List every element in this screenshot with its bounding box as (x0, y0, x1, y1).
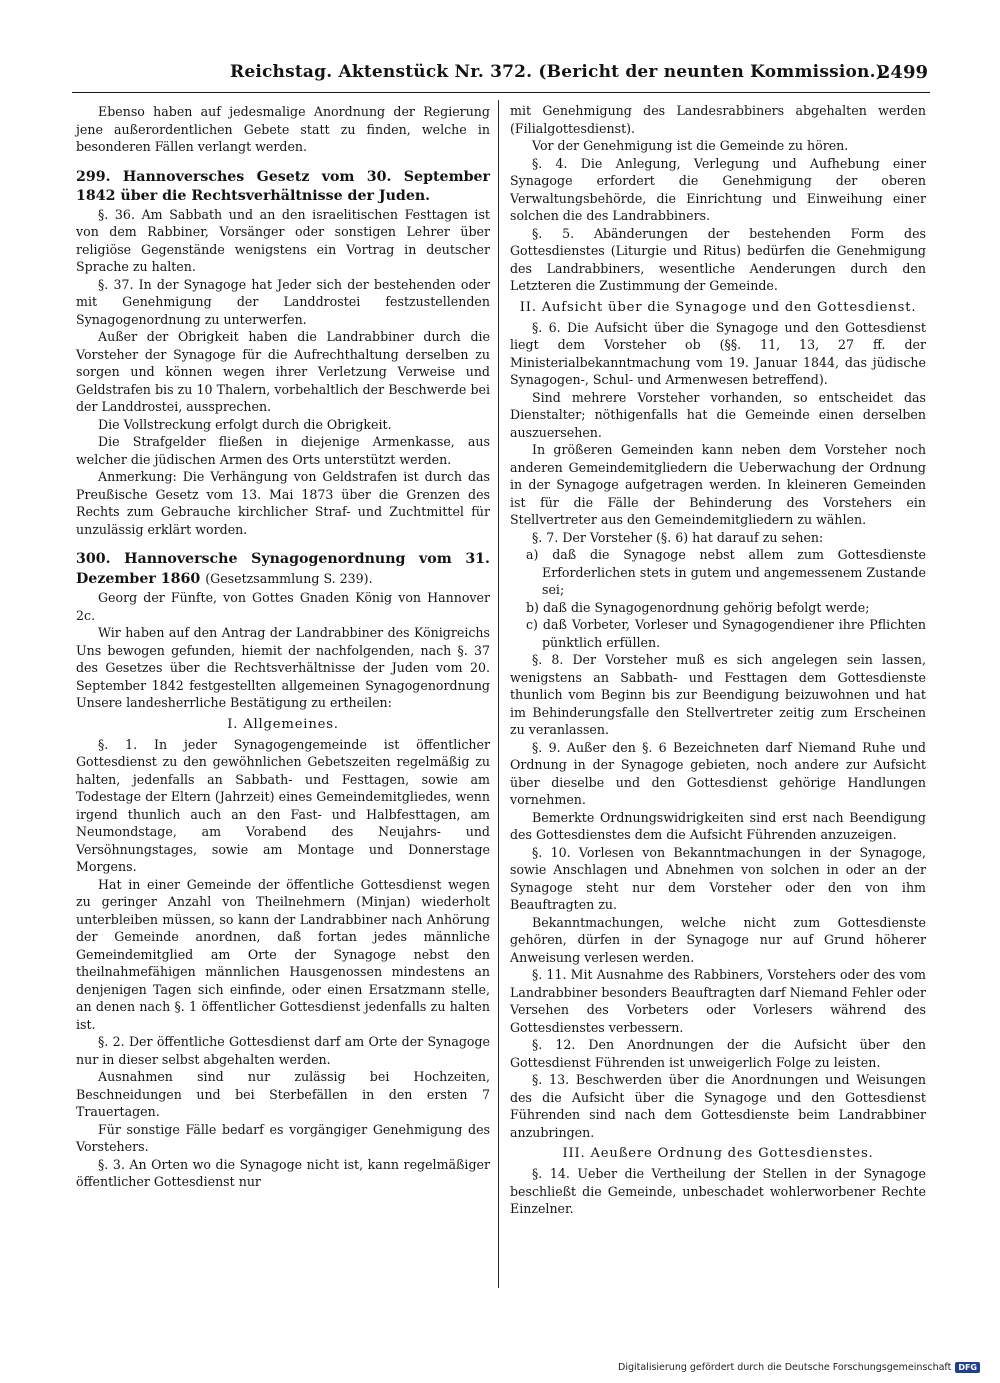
subsection-heading: II. Aufsicht über die Synagoge und den Gottesdienst. (519, 299, 917, 315)
heading-300-source: (Gesetzsammlung S. 239). (205, 571, 373, 586)
paragraph: Anmerkung: Die Verhängung von Geldstrafen ist durch das Preußische Gesetz vom 13. Mai 1873 über die Grenzen des Rechts zum Gebrauche kirchlicher Straf- und Zuchtmittel für unzulässig erklärt worden. (76, 469, 490, 537)
column-divider (498, 100, 499, 1288)
paragraph: §. 36. Am Sabbath und an den israelitischen Festtagen ist von dem Rabbiner, Vorsänger oder sonstigen Lehrer über religiöse Gegenstände wenigstens ein Vortrag in deutscher Sprache zu halten. (76, 206, 490, 274)
paragraph: Bemerkte Ordnungswidrigkeiten sind erst nach Beendigung des Gottesdienstes dem die Aufsicht Führenden anzuzeigen. (510, 809, 926, 842)
paragraph: Sind mehrere Vorsteher vorhanden, so entscheidet das Dienstalter; nöthigenfalls hat die Gemeinde einen derselben auszuersehen. (510, 389, 926, 440)
list-item: a) daß die Synagoge nebst allem zum Gottesdienste Erforderlichen stets in gutem und angemessenem Zustande sei; (526, 547, 926, 597)
paragraph: Die Vollstreckung erfolgt durch die Obrigkeit. (98, 416, 392, 432)
page-header (72, 62, 930, 93)
list-item: c) daß Vorbeter, Vorleser und Synagogendiener ihre Pflichten pünktlich erfüllen. (526, 617, 926, 650)
paragraph: §. 5. Abänderungen der bestehenden Form des Gottesdienstes (Liturgie und Ritus) bedürfen die Genehmigung des Landrabbiners, wesentliche Aenderungen durch den Letzteren die Zustimmung der Gemeinde. (510, 225, 926, 293)
paragraph: §. 3. An Orten wo die Synagoge nicht ist, kann regelmäßiger öffentlicher Gottesdienst nur (76, 1156, 490, 1189)
section-heading-300 (76, 550, 490, 589)
credit-text: Digitalisierung gefördert durch die Deutsche Forschungsgemeinschaft (618, 1362, 952, 1373)
paragraph: Hat in einer Gemeinde der öffentliche Gottesdienst wegen zu geringer Anzahl von Theilnehmern (Minjan) wiederholt unterbleiben müssen, so kann der Landrabbiner nach Anhörung der Gemeinde anordnen, daß fortan jedes männliche Gemeindemitglied am Orte der Synagoge nebst den theilnahmefähigen männlichen Hausgenossen mindestens an denjenigen Tagen sich einfinde, oder einen Ersatzmann stelle, an denen nach §. 1 öffentlicher Gottesdienst jedenfalls zu halten ist. (76, 876, 490, 1032)
paragraph: §. 9. Außer den §. 6 Bezeichneten darf Niemand Ruhe und Ordnung in der Synagoge gebieten, noch andere zur Aufsicht über dieselbe und den Gottesdienst gehörige Handlungen vornehmen. (510, 739, 926, 807)
paragraph: mit Genehmigung des Landesrabbiners abgehalten werden (Filialgottesdienst). (510, 103, 926, 136)
paragraph: Georg der Fünfte, von Gottes Gnaden König von Hannover 2c. (76, 590, 490, 623)
paragraph: Wir haben auf den Antrag der Landrabbiner des Königreichs Uns bewogen gefunden, hiemit der nachfolgenden, nach §. 37 des Gesetzes über die Rechtsverhältnisse der Juden vom 20. September 1842 festgestellten allgemeinen Synagogenordnung Unsere landesherrliche Bestätigung zu ertheilen: (76, 625, 490, 710)
digitization-credit (618, 1362, 980, 1373)
page-number: 2499 (877, 62, 928, 83)
paragraph: Außer der Obrigkeit haben die Landrabbiner durch die Vorsteher der Synagoge für die Aufrechthaltung derselben zu sorgen und können wegen ihrer Verletzung Verweise und Geldstrafen bis zu 10 Thalern, vorbehaltlich der Beschwerde bei der Landdrostei, aussprechen. (76, 329, 490, 414)
paragraph: Vor der Genehmigung ist die Gemeinde zu hören. (532, 138, 849, 153)
subsection-heading: I. Allgemeines. (227, 716, 339, 732)
paragraph: §. 37. In der Synagoge hat Jeder sich der bestehenden oder mit Genehmigung der Landdrostei festzustellenden Synagogenordnung zu unterwerfen. (76, 276, 490, 327)
paragraph: §. 14. Ueber die Vertheilung der Stellen in der Synagoge beschließt die Gemeinde, unbeschadet wohlerworbener Rechte Einzelner. (510, 1166, 926, 1216)
paragraph: §. 1. In jeder Synagogengemeinde ist öffentlicher Gottesdienst zu den gewöhnlichen Gebetszeiten regelmäßig zu halten, jedenfalls an Sabbath- und Festtagen, sowie am Todestage der Eltern (Jahrzeit) eines Gemeindemitgliedes, wenn irgend thunlich auch an den Fast- und Halbfesttagen, am Neumondstage, am Vorabend des Neujahrs- und Versöhnungstages, sowie am Montage und Donnerstage Morgens. (76, 736, 490, 874)
running-title: Reichstag. Aktenstück Nr. 372. (Bericht der neunten Kommission.) (230, 62, 884, 82)
section-heading-299: 299. Hannoversches Gesetz vom 30. September 1842 über die Rechtsverhältnisse der Juden. (76, 168, 490, 204)
paragraph: Die Strafgelder fließen in diejenige Armenkasse, aus welcher die jüdischen Armen des Orts unterstützt werden. (76, 434, 490, 467)
paragraph: §. 8. Der Vorsteher muß es sich angelegen sein lassen, wenigstens an Sabbath- und Festtagen dem Gottesdienste thunlich vom Beginn bis zur Beendigung beizuwohnen und hat im Behinderungsfalle den Stellvertreter zeitig zum Erscheinen zu veranlassen. (510, 652, 926, 737)
paragraph: §. 10. Vorlesen von Bekanntmachungen in der Synagoge, sowie Anschlagen und Abnehmen von solchen in oder an der Synagoge steht nur dem Vorsteher oder den von ihm Beauftragten zu. (510, 844, 926, 912)
left-column (76, 103, 490, 1191)
paragraph: §. 11. Mit Ausnahme des Rabbiners, Vorstehers oder des vom Landrabbiner besonders Beauftragten darf Niemand Fehler oder Versehen des Vorbeters oder Vorlesers während des Gottesdienstes verbessern. (510, 967, 926, 1035)
paragraph: §. 6. Die Aufsicht über die Synagoge und den Gottesdienst liegt dem Vorsteher ob (§§. 11, 13, 27 ff. der Ministerialbekanntmachung vom 19. Januar 1844, das jüdische Synagogen-, Schul- und Armenwesen betreffend). (510, 319, 926, 387)
paragraph: Ebenso haben auf jedesmalige Anordnung der Regierung jene außerordentlichen Gebete statt zu finden, welche in besonderen Fällen verlangt werden. (76, 104, 490, 154)
heading-300-title: 300. Hannoversche Synagogenordnung vom 31. Dezember 1860 (76, 551, 490, 587)
paragraph: Bekanntmachungen, welche nicht zum Gottesdienste gehören, dürfen in der Synagoge nur auf Grund höherer Anweisung verlesen werden. (510, 914, 926, 965)
paragraph: §. 4. Die Anlegung, Verlegung und Aufhebung einer Synagoge erfordert die Genehmigung der oberen Verwaltungsbehörde, die Einrichtung und Einweihung einer solchen die des Landrabbiners. (510, 155, 926, 223)
paragraph: Ausnahmen sind nur zulässig bei Hochzeiten, Beschneidungen und bei Sterbefällen in den ersten 7 Trauertagen. (76, 1069, 490, 1119)
list (510, 546, 926, 651)
right-column (510, 102, 926, 1218)
paragraph: §. 12. Den Anordnungen der die Aufsicht über den Gottesdienst Führenden ist unweigerlich Folge zu leisten. (510, 1037, 926, 1070)
subsection-heading: III. Aeußere Ordnung des Gottesdienstes. (562, 1146, 874, 1161)
paragraph: In größeren Gemeinden kann neben dem Vorsteher noch anderen Gemeindemitgliedern die Ueberwachung der Ordnung in der Synagoge aufgetragen werden. In kleineren Gemeinden ist für die Fälle der Behinderung des Vorstehers ein Stellvertreter aus den Gemeindemitgliedern zu wählen. (510, 442, 926, 527)
dfg-logo: DFG (955, 1362, 980, 1373)
paragraph: §. 7. Der Vorsteher (§. 6) hat darauf zu sehen: (532, 529, 824, 545)
paragraph: §. 2. Der öffentliche Gottesdienst darf am Orte der Synagoge nur in dieser selbst abgehalten werden. (76, 1034, 490, 1067)
paragraph: §. 13. Beschwerden über die Anordnungen und Weisungen des die Aufsicht über die Synagoge und den Gottesdienst Führenden sind nach dem Gottesdienste beim Landrabbiner anzubringen. (510, 1072, 926, 1140)
paragraph: Für sonstige Fälle bedarf es vorgängiger Genehmigung des Vorstehers. (76, 1121, 490, 1154)
list-item: b) daß die Synagogenordnung gehörig befolgt werde; (526, 599, 870, 615)
